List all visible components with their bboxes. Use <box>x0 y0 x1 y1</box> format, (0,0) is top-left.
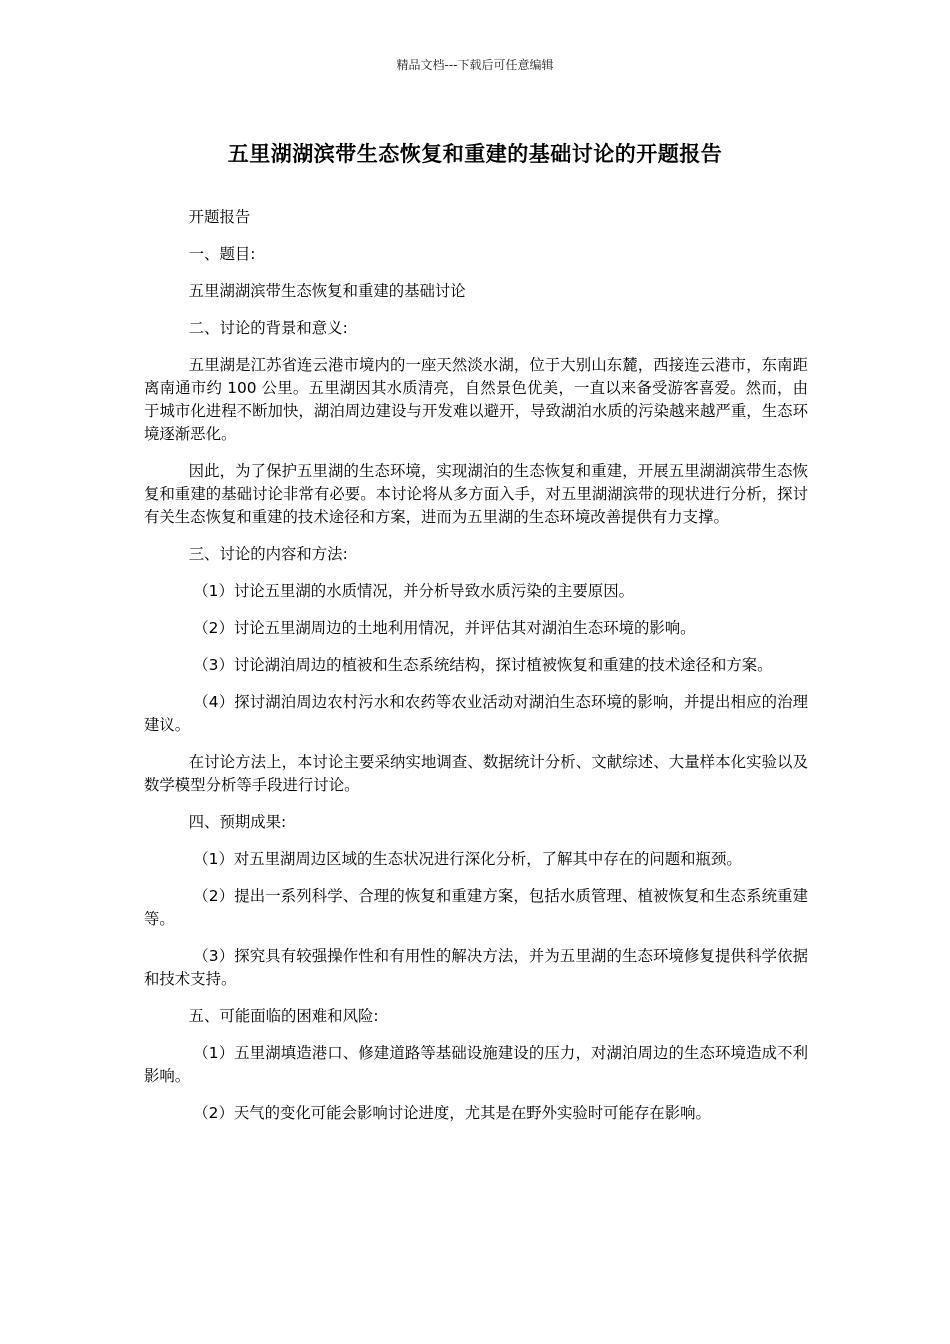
content-item: （3）讨论湖泊周边的植被和生态系统结构，探讨植被恢复和重建的技术途径和方案。 <box>193 656 773 674</box>
topic-text: 五里湖湖滨带生态恢复和重建的基础讨论 <box>188 282 466 300</box>
section-heading-content-method: 三、讨论的内容和方法: <box>188 545 348 563</box>
content-item: （4）探讨湖泊周边农村污水和农药等农业活动对湖泊生态环境的影响，并提出相应的治理建议。 <box>144 693 808 734</box>
result-item: （3）探究具有较强操作性和有用性的解决方法，并为五里湖的生态环境修复提供科学依据和技术支持。 <box>144 947 808 988</box>
content-item: （1）讨论五里湖的水质情况，并分析导致水质污染的主要原因。 <box>193 582 634 600</box>
content-item: （2）讨论五里湖周边的土地利用情况，并评估其对湖泊生态环境的影响。 <box>193 619 696 637</box>
section-heading-topic: 一、题目: <box>188 245 256 263</box>
section-heading-risks: 五、可能面临的困难和风险: <box>188 1007 379 1025</box>
result-item: （1）对五里湖周边区域的生态状况进行深化分析，了解其中存在的问题和瓶颈。 <box>193 850 742 868</box>
section-label-report: 开题报告 <box>188 208 251 226</box>
document-title: 五里湖湖滨带生态恢复和重建的基础讨论的开题报告 <box>227 142 723 166</box>
header-note: 精品文档---下载后可任意编辑 <box>396 58 554 72</box>
risk-item: （2）天气的变化可能会影响讨论进度，尤其是在野外实验时可能存在影响。 <box>193 1104 711 1122</box>
method-paragraph: 在讨论方法上，本讨论主要采纳实地调查、数据统计分析、文献综述、大量样本化实验以及数学模型分析等手段进行讨论。 <box>144 753 808 794</box>
result-item: （2）提出一系列科学、合理的恢复和重建方案，包括水质管理、植被恢复和生态系统重建等。 <box>144 887 808 928</box>
background-paragraph: 五里湖是江苏省连云港市境内的一座天然淡水湖，位于大别山东麓，西接连云港市，东南距离南通市约 100 公里。五里湖因其水质清亮，自然景色优美，一直以来备受游客喜爱。然而，由于城市化进程不断加快，湖泊周边建设与开发难以避开，导致湖泊水质的污染越来越严重，生态环境逐渐恶化。 <box>144 356 808 443</box>
significance-paragraph: 因此，为了保护五里湖的生态环境，实现湖泊的生态恢复和重建，开展五里湖湖滨带生态恢复和重建的基础讨论非常有必要。本讨论将从多方面入手，对五里湖湖滨带的现状进行分析，探讨有关生态恢复和重建的技术途径和方案，进而为五里湖的生态环境改善提供有力支撑。 <box>144 462 808 526</box>
document-body <box>144 206 808 1139</box>
section-heading-expected-results: 四、预期成果: <box>188 813 287 831</box>
section-heading-background: 二、讨论的背景和意义: <box>188 319 348 337</box>
risk-item: （1）五里湖填造港口、修建道路等基础设施建设的压力，对湖泊周边的生态环境造成不利影响。 <box>144 1044 808 1085</box>
